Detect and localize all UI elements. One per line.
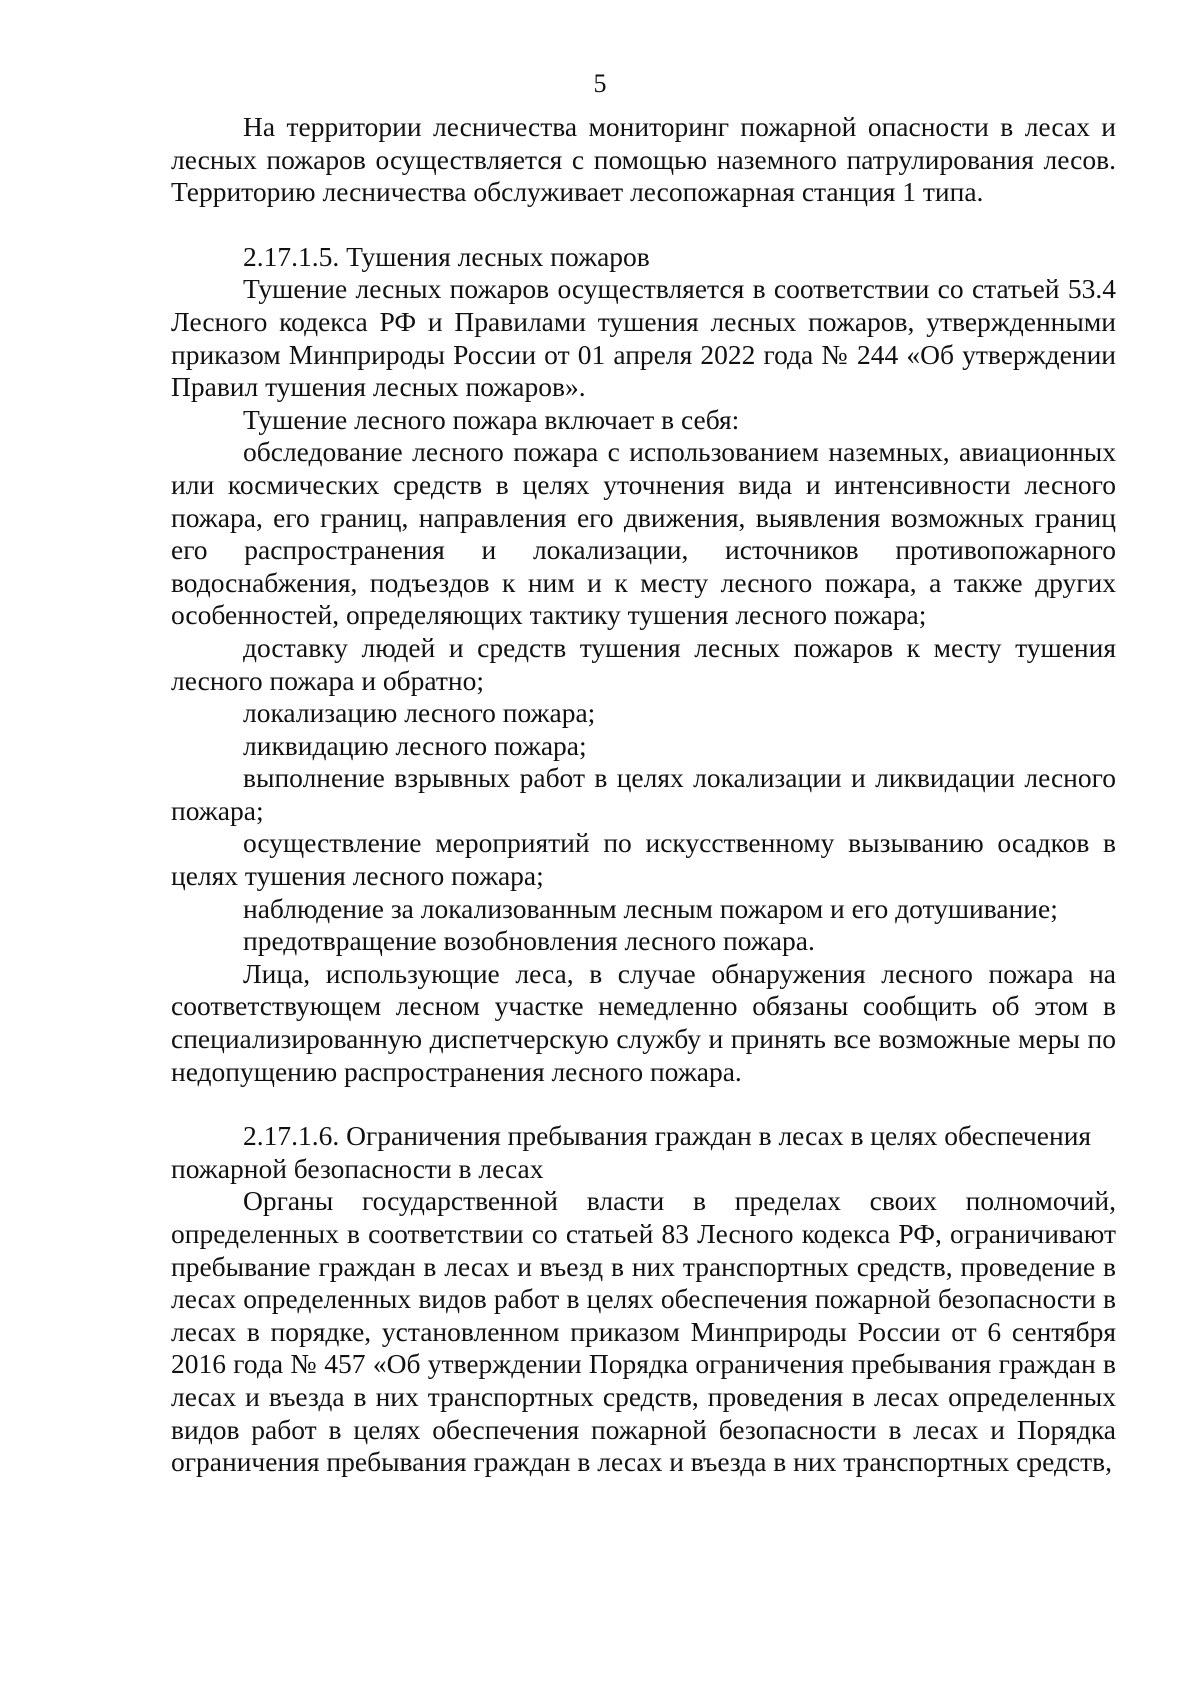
list-item-delivery: доставку людей и средств тушения лесных пожаров к месту тушения лесного пожара и обратно; — [171, 631, 1116, 696]
document-body — [171, 111, 1116, 1479]
paragraph-extinguishing-basis: Тушение лесных пожаров осуществляется в соответствии со статьей 53.4 Лесного кодекса РФ и Правилами тушения лесных пожаров, утвержденными приказом Минприроды России от 01 апреля 2022 года № 244 «Об утверждении Правил тушения лесных пожаров». — [171, 273, 1116, 403]
paragraph-gap — [171, 1088, 1116, 1120]
list-item-survey: обследование лесного пожара с использованием наземных, авиационных или космических средств в целях уточнения вида и интенсивности лесного пожара, его границ, направления его движения, выявления возможных границ его распространения и локализации, источников противопожарного водоснабжения, подъездов к ним и к месту лесного пожара, а также других особенностей, определяющих тактику тушения лесного пожара; — [171, 436, 1116, 631]
paragraph-extinguishing-includes: Тушение лесного пожара включает в себя: — [243, 403, 740, 435]
list-item-observation: наблюдение за локализованным лесным пожаром и его дотушивание; — [243, 892, 1058, 924]
paragraph-restrictions: Органы государственной власти в пределах своих полномочий, определенных в соответствии со статьей 83 Лесного кодекса РФ, ограничивают пребывание граждан в лесах и въезд в них транспортных средств, проведение в лесах определенных видов работ в целях обеспечения пожарной безопасности в лесах в порядке, установленном приказом Минприроды России от 6 сентября 2016 года № 457 «Об утверждении Порядка ограничения пребывания граждан в лесах и въезда в них транспортных средств, проведения в лесах определенных видов работ в целях обеспечения пожарной безопасности в лесах и Порядка ограничения пребывания граждан в лесах и въезда в них транспортных средств, — [171, 1185, 1116, 1478]
paragraph-monitoring: На территории лесничества мониторинг пожарной опасности в лесах и лесных пожаров осуществляется с помощью наземного патрулирования лесов. Территорию лесничества обслуживает лесопожарная станция 1 типа. — [171, 111, 1116, 208]
list-item-liquidation: ликвидацию лесного пожара; — [243, 729, 587, 761]
paragraph-gap — [171, 209, 1116, 241]
section-heading-2-17-1-5: 2.17.1.5. Тушения лесных пожаров — [243, 240, 650, 272]
page-number: 5 — [593, 69, 607, 98]
list-item-prevention: предотвращение возобновления лесного пожара. — [243, 925, 815, 957]
section-heading-2-17-1-6: 2.17.1.6. Ограничения пребывания граждан в лесах в целях обеспечения пожарной безопасности в лесах — [171, 1120, 1092, 1184]
list-item-blasting: выполнение взрывных работ в целях локализации и ликвидации лесного пожара; — [171, 762, 1116, 826]
paragraph-forest-users-duty: Лица, использующие леса, в случае обнаружения лесного пожара на соответствующем лесном участке немедленно обязаны сообщить об этом в специализированную диспетчерскую службу и принять все возможные меры по недопущению распространения лесного пожара. — [171, 957, 1116, 1087]
list-item-precipitation: осуществление мероприятий по искусственному вызыванию осадков в целях тушения лесного пожара; — [171, 827, 1116, 892]
list-item-localization: локализацию лесного пожара; — [243, 697, 596, 729]
